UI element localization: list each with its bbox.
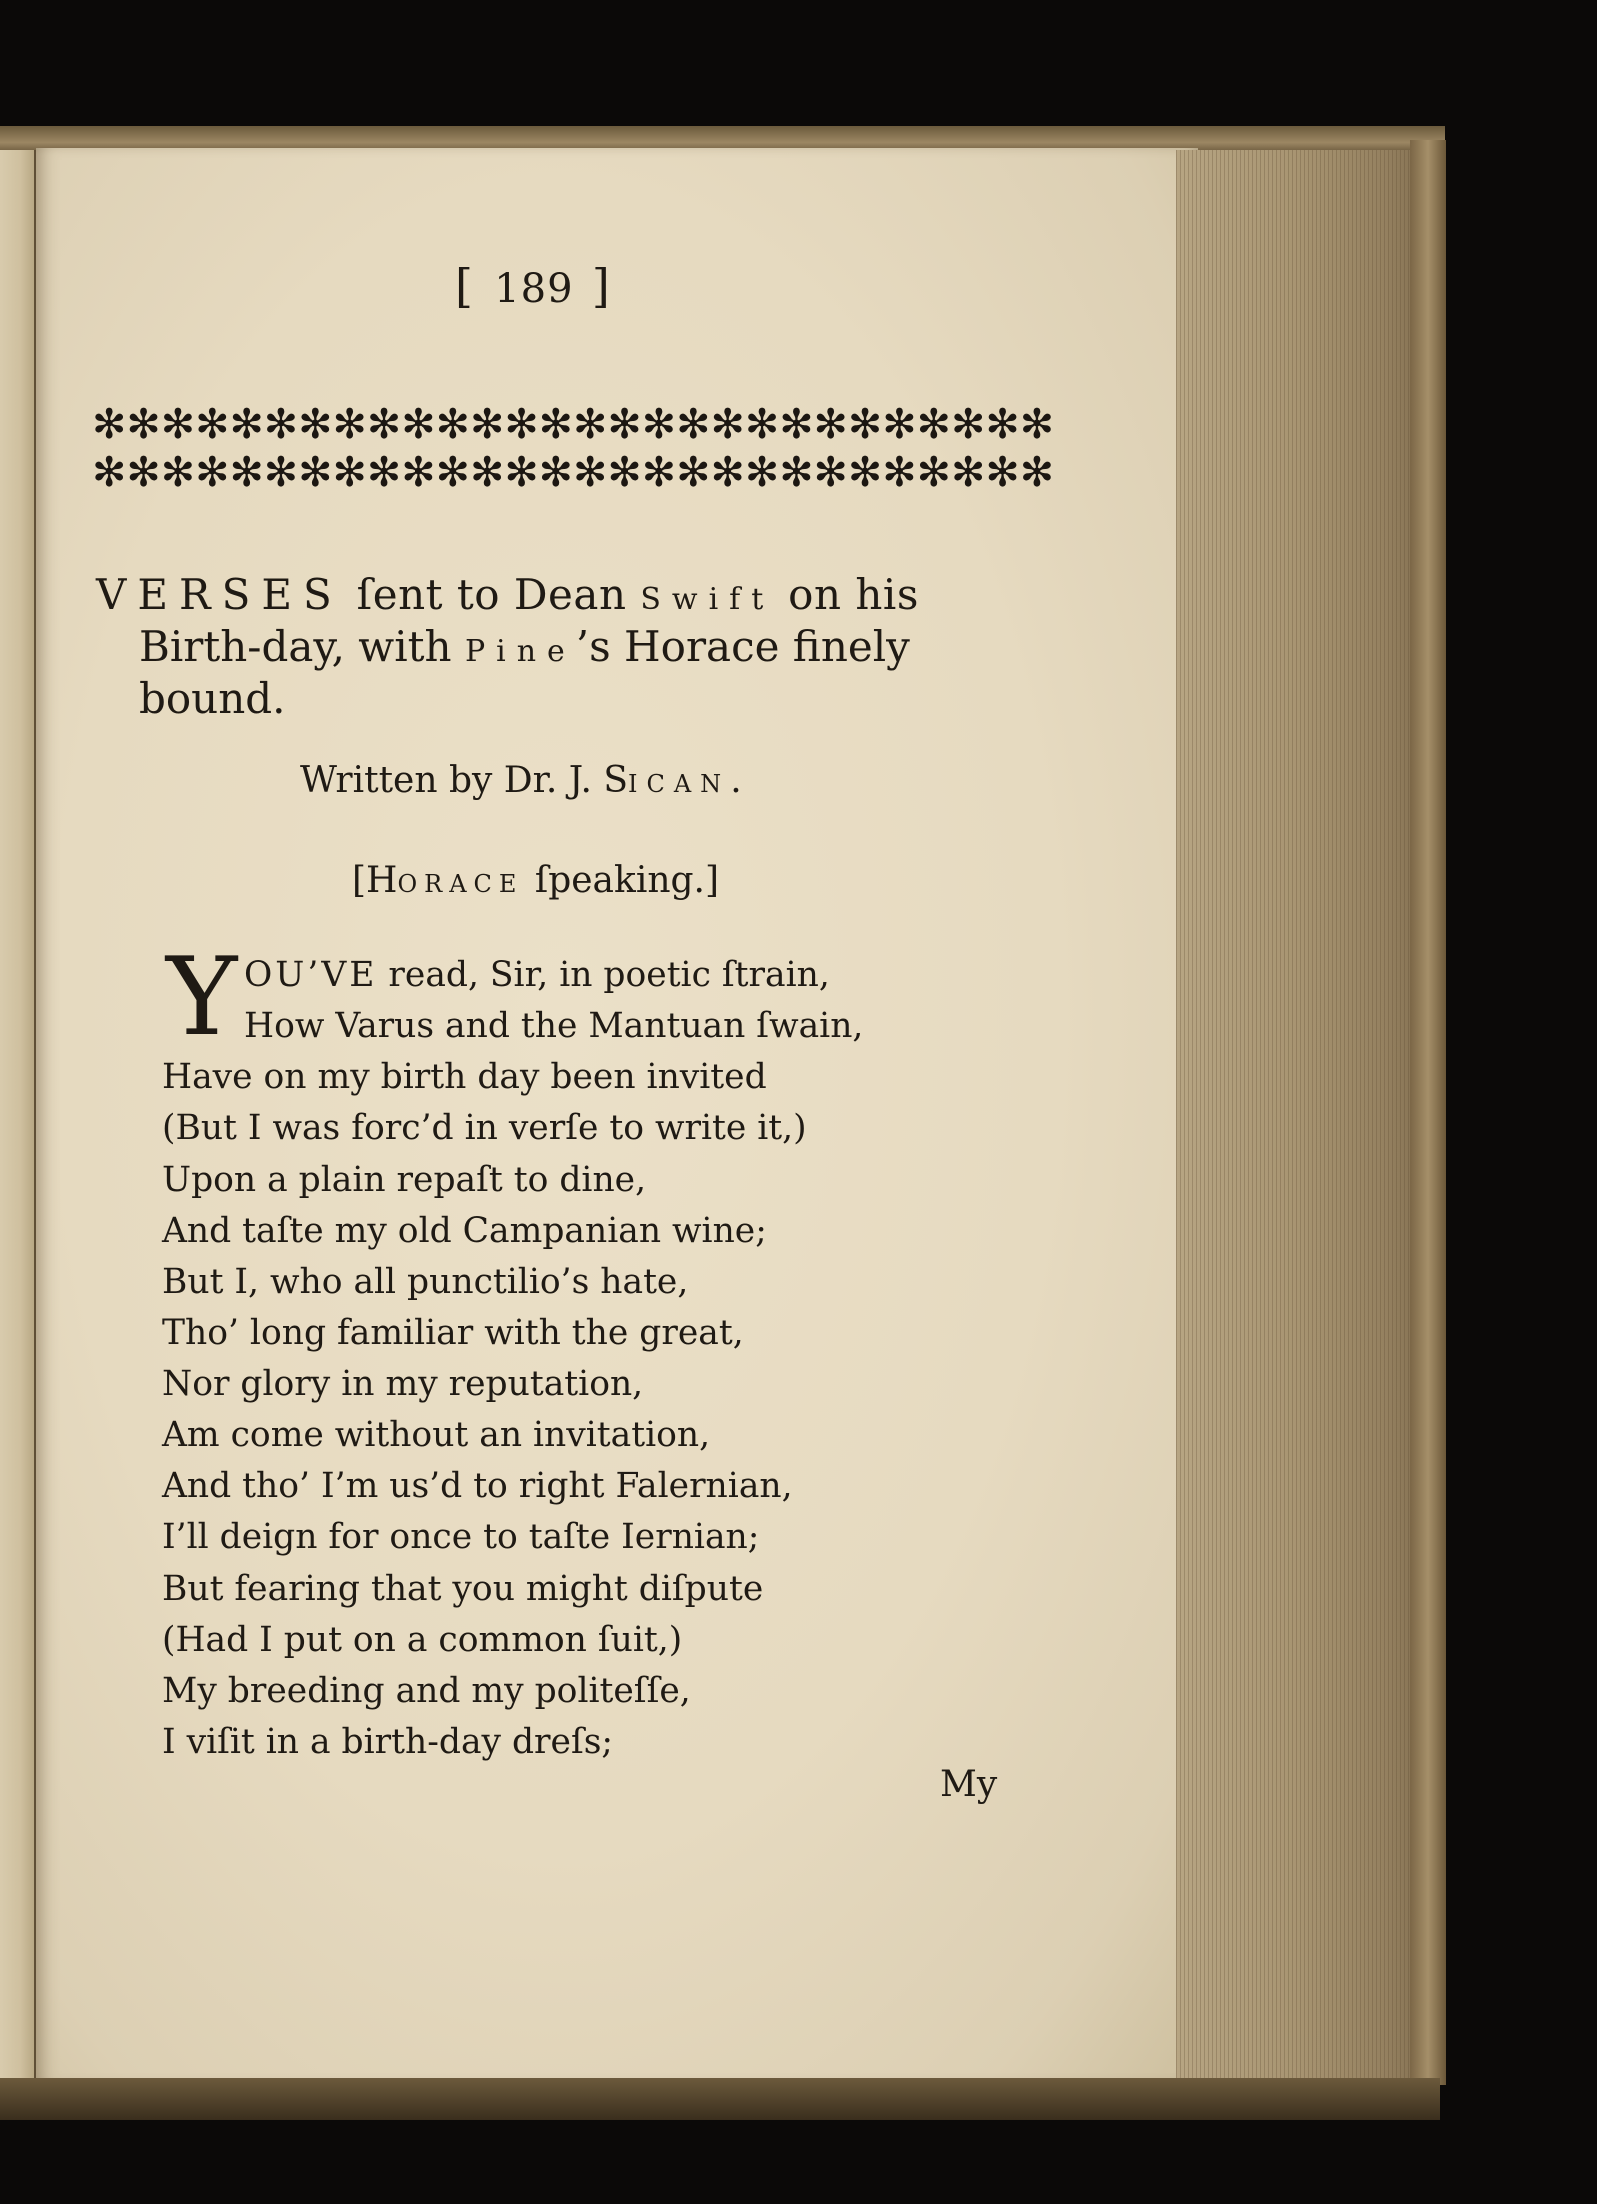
ornament-glyph: ✻ (538, 448, 574, 496)
ornament-glyph: ✻ (92, 400, 127, 448)
ornament-glyph: ✻ (573, 400, 608, 448)
verse-line: But fearing that you might diſpute (162, 1569, 764, 1609)
ornament-glyph: ✻ (676, 448, 711, 496)
ornament-glyph: ✻ (813, 448, 848, 496)
ornament-glyph: ✻ (435, 448, 470, 496)
ornament-glyph: ✻ (985, 448, 1020, 496)
title-line-2: Birth-day, with Pine’s Horace finely (139, 622, 910, 671)
ornament-glyph: ✻ (332, 400, 367, 448)
ornament-row (92, 448, 1055, 496)
ornament-glyph: ✻ (160, 448, 196, 496)
ornament-glyph: ✻ (607, 400, 642, 448)
ornament-glyph: ✻ (504, 448, 539, 496)
ornament-glyph: ✻ (435, 400, 470, 448)
ornament-glyph: ✻ (916, 448, 951, 496)
page-block-edges (1176, 150, 1436, 2082)
ornament-glyph: ✻ (366, 400, 402, 448)
ornament-glyph: ✻ (607, 448, 642, 496)
ornament-glyph: ✻ (847, 400, 883, 448)
verse-line: (But I was forc’d in verſe to write it,) (162, 1108, 807, 1148)
ornament-glyph: ✻ (813, 400, 848, 448)
verse-line: Have on my birth day been invited (162, 1057, 767, 1097)
ornament-glyph: ✻ (710, 400, 745, 448)
facing-page-edge (0, 150, 36, 2085)
ornament-glyph: ✻ (469, 400, 505, 448)
verse-line: OU’VE read, Sir, in poetic ſtrain, (244, 955, 830, 995)
verse-line: And taſte my old Campanian wine; (162, 1211, 767, 1251)
title-line-1: VERSES ſent to Dean Swift on his (96, 570, 919, 619)
ornament-glyph: ✻ (1019, 448, 1055, 496)
ornament-glyph: ✻ (950, 400, 986, 448)
catchword: My (940, 1764, 998, 1805)
ornament-band (92, 400, 1055, 496)
ornament-glyph: ✻ (229, 448, 264, 496)
verse-line: Am come without an invitation, (162, 1415, 711, 1455)
ornament-glyph: ✻ (160, 400, 196, 448)
ornament-glyph: ✻ (298, 448, 333, 496)
ornament-glyph: ✻ (641, 400, 677, 448)
verse-line: (Had I put on a common ſuit,) (162, 1620, 683, 1660)
verse-line: Nor glory in my reputation, (162, 1364, 644, 1404)
page-number: [ 189 ] (455, 259, 613, 313)
ornament-glyph: ✻ (504, 400, 539, 448)
speaker-note: [HORACE ſpeaking.] (352, 860, 720, 901)
title-line-3: bound. (139, 674, 286, 723)
verse-line: How Varus and the Mantuan ſwain, (244, 1006, 864, 1046)
ornament-glyph: ✻ (916, 400, 951, 448)
author-byline: Written by Dr. J. SICAN. (300, 760, 742, 801)
ornament-glyph: ✻ (847, 448, 883, 496)
book-cover-fore-edge (1410, 140, 1446, 2085)
ornament-glyph: ✻ (469, 448, 505, 496)
ornament-glyph: ✻ (195, 448, 230, 496)
ornament-glyph: ✻ (195, 400, 230, 448)
ornament-glyph: ✻ (1019, 400, 1055, 448)
verse-line: But I, who all punctilio’s hate, (162, 1262, 689, 1302)
drop-cap: Y (166, 935, 238, 1060)
ornament-glyph: ✻ (744, 400, 780, 448)
ornament-glyph: ✻ (779, 448, 814, 496)
ornament-glyph: ✻ (263, 448, 299, 496)
ornament-glyph: ✻ (332, 448, 367, 496)
ornament-glyph: ✻ (366, 448, 402, 496)
verse-line: I’ll deign for once to taſte Iernian; (162, 1517, 760, 1557)
ornament-glyph: ✻ (401, 400, 436, 448)
ornament-glyph: ✻ (641, 448, 677, 496)
ornament-glyph: ✻ (573, 448, 608, 496)
ornament-glyph: ✻ (882, 400, 917, 448)
ornament-glyph: ✻ (263, 400, 299, 448)
ornament-glyph: ✻ (744, 448, 780, 496)
ornament-glyph: ✻ (676, 400, 711, 448)
verse-line: My breeding and my politeſſe, (162, 1671, 691, 1711)
book-cover-bottom (0, 2078, 1440, 2120)
ornament-glyph: ✻ (92, 448, 127, 496)
ornament-glyph: ✻ (950, 448, 986, 496)
ornament-glyph: ✻ (710, 448, 745, 496)
ornament-glyph: ✻ (401, 448, 436, 496)
ornament-glyph: ✻ (779, 400, 814, 448)
ornament-glyph: ✻ (538, 400, 574, 448)
verse-line: I viſit in a birth-day dreſs; (162, 1722, 614, 1762)
ornament-glyph: ✻ (126, 400, 161, 448)
verse-line: Upon a plain repaſt to dine, (162, 1160, 647, 1200)
ornament-glyph: ✻ (985, 400, 1020, 448)
ornament-glyph: ✻ (298, 400, 333, 448)
verse-line: Tho’ long familiar with the great, (162, 1313, 744, 1353)
verse-line: And tho’ I’m us’d to right Falernian, (162, 1466, 793, 1506)
ornament-glyph: ✻ (882, 448, 917, 496)
ornament-glyph: ✻ (229, 400, 264, 448)
ornament-glyph: ✻ (126, 448, 161, 496)
ornament-row (92, 400, 1055, 448)
